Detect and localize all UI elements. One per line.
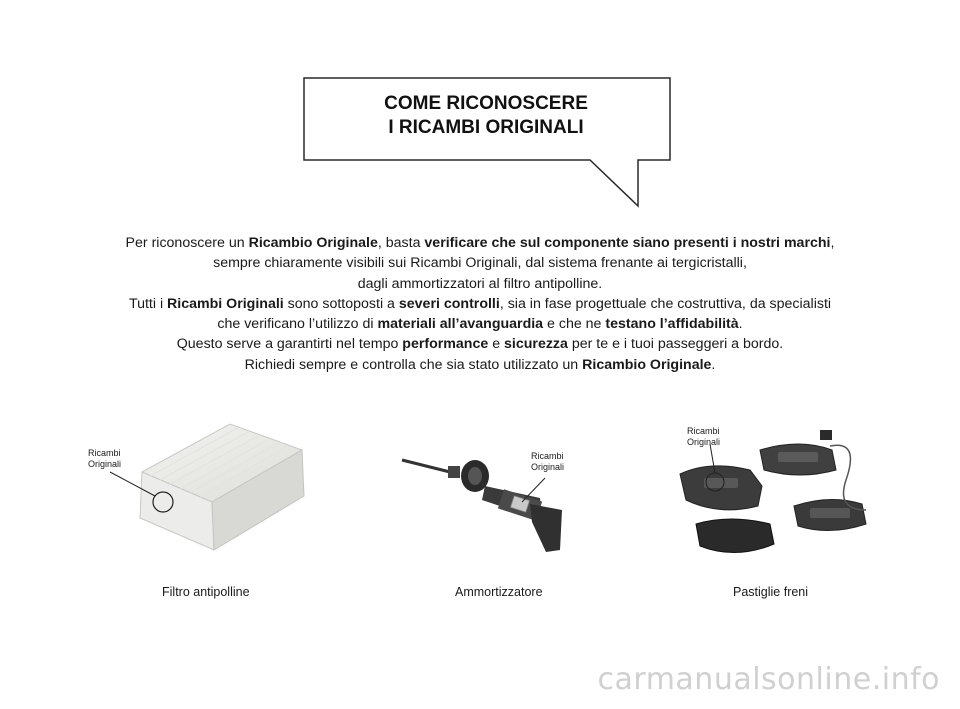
intro-line-5: che verificano l’utilizzo di materiali all’avanguardia e che ne testano l’affidabilità. — [217, 316, 743, 333]
page-title-line-2: I RICAMBI ORIGINALI — [388, 117, 584, 138]
cabin-filter-figure — [80, 410, 340, 570]
brake-pads-callout: Ricambi Originali — [687, 426, 721, 447]
brake-pads-figure — [670, 420, 890, 580]
intro-line-6: Questo serve a garantirti nel tempo performance e sicurezza per te e i tuoi passeggeri a bordo. — [176, 336, 784, 353]
cabin-filter-callout: Ricambi Originali — [88, 448, 122, 469]
shock-absorber-callout: Ricambi Originali — [531, 451, 565, 472]
intro-line-4: Tutti i Ricambi Originali sono sottoposti a severi controlli, sia in fase progettuale che costruttiva, da specialisti — [128, 295, 832, 312]
brake-pads-caption: Pastiglie freni — [733, 585, 809, 599]
shock-absorber-caption: Ammortizzatore — [455, 585, 543, 599]
intro-line-7: Richiedi sempre e controlla che sia stato utilizzato un Ricambio Originale. — [244, 356, 716, 373]
intro-line-2: sempre chiaramente visibili sui Ricambi Originali, dal sistema frenante ai tergicristalli, — [213, 255, 747, 272]
intro-line-3: dagli ammortizzatori al filtro antipolline. — [357, 275, 603, 292]
intro-paragraph — [40, 233, 920, 375]
page-title — [302, 92, 670, 140]
page-title-line-1: COME RICONOSCERE — [384, 93, 588, 114]
cabin-filter-image — [80, 410, 340, 570]
watermark-text: carmanualsonline.info — [597, 662, 940, 697]
intro-line-1: Per riconoscere un Ricambio Originale, basta verificare che sul componente siano presenti i nostri marchi, — [125, 235, 835, 251]
shock-absorber-figure — [390, 440, 590, 570]
cabin-filter-caption: Filtro antipolline — [162, 585, 250, 599]
